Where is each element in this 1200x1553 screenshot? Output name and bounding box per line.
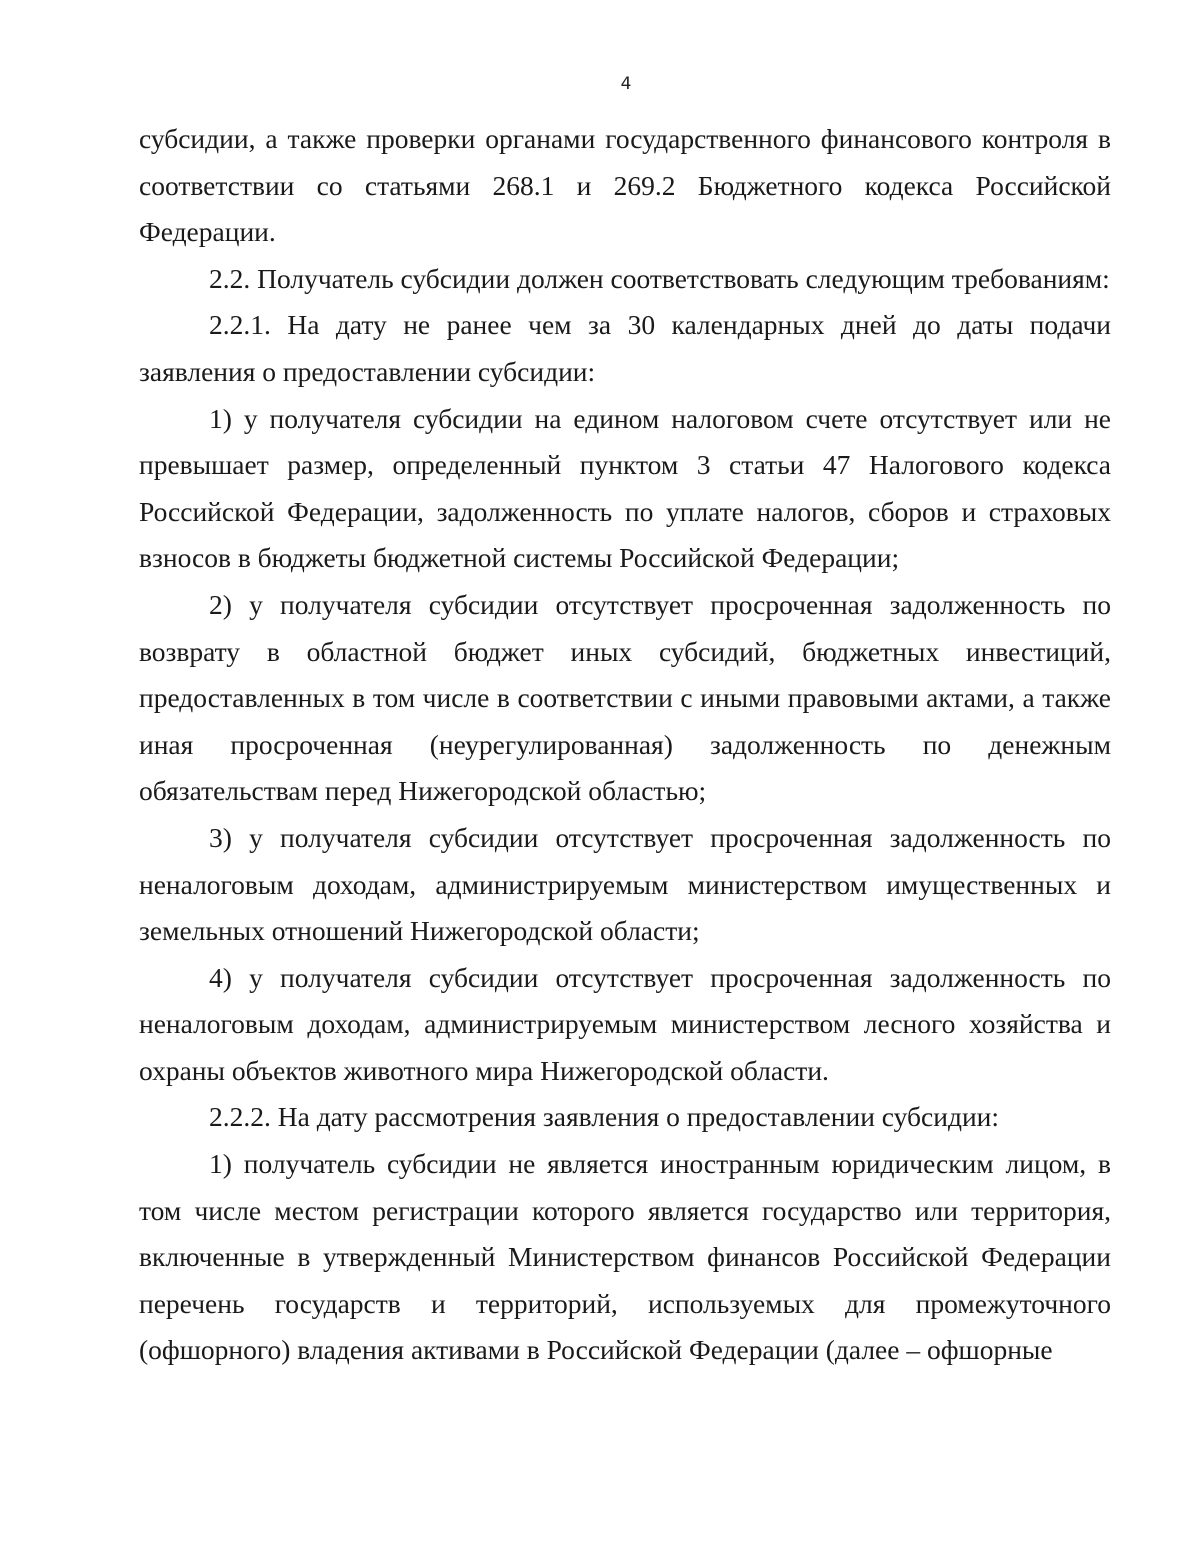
list-item-3: 3) у получателя субсидии отсутствует просроченная задолженность по неналоговым доходам, администрируемым министерством имущественных и земельных отношений Нижегородской области; [139,821,1111,947]
paragraph-2-2-1: 2.2.1. На дату не ранее чем за 30 календарных дней до даты подачи заявления о предоставлении субсидии: [139,309,1111,387]
page-number: 4 [620,74,632,94]
list-item-2-2-2-1: 1) получатель субсидии не является иностранным юридическим лицом, в том числе местом регистрации которого является государство или территория, включенные в утвержденный Министерством финансов Российской Федерации перечень государств и территорий, используемых для промежуточного (офшорного) владения активами в Российской Федерации (далее – офшорные [139,1148,1111,1366]
paragraph-2-2-2: 2.2.2. На дату рассмотрения заявления о предоставлении субсидии: [209,1101,1000,1133]
list-item-1: 1) у получателя субсидии на едином налоговом счете отсутствует или не превышает размер, определенный пунктом 3 статьи 47 Налогового кодекса Российской Федерации, задолженность по уплате налогов, сборов и страховых взносов в бюджеты бюджетной системы Российской Федерации; [139,402,1111,574]
list-item-4: 4) у получателя субсидии отсутствует просроченная задолженность по неналоговым доходам, администрируемым министерством лесного хозяйства и охраны объектов животного мира Нижегородской области. [139,961,1111,1086]
paragraph-2-2: 2.2. Получатель субсидии должен соответствовать следующим требованиям: [209,262,1110,294]
document-body [139,116,1111,1374]
list-item-2: 2) у получателя субсидии отсутствует просроченная задолженность по возврату в областной бюджет иных субсидий, бюджетных инвестиций, предоставленных в том числе в соответствии с иными правовыми актами, а также иная просроченная (неурегулированная) задолженность по денежным обязательствам перед Нижегородской областью; [139,588,1111,807]
paragraph-continuation: субсидии, а также проверки органами государственного финансового контроля в соответствии со статьями 268.1 и 269.2 Бюджетного кодекса Российской Федерации. [139,123,1111,248]
